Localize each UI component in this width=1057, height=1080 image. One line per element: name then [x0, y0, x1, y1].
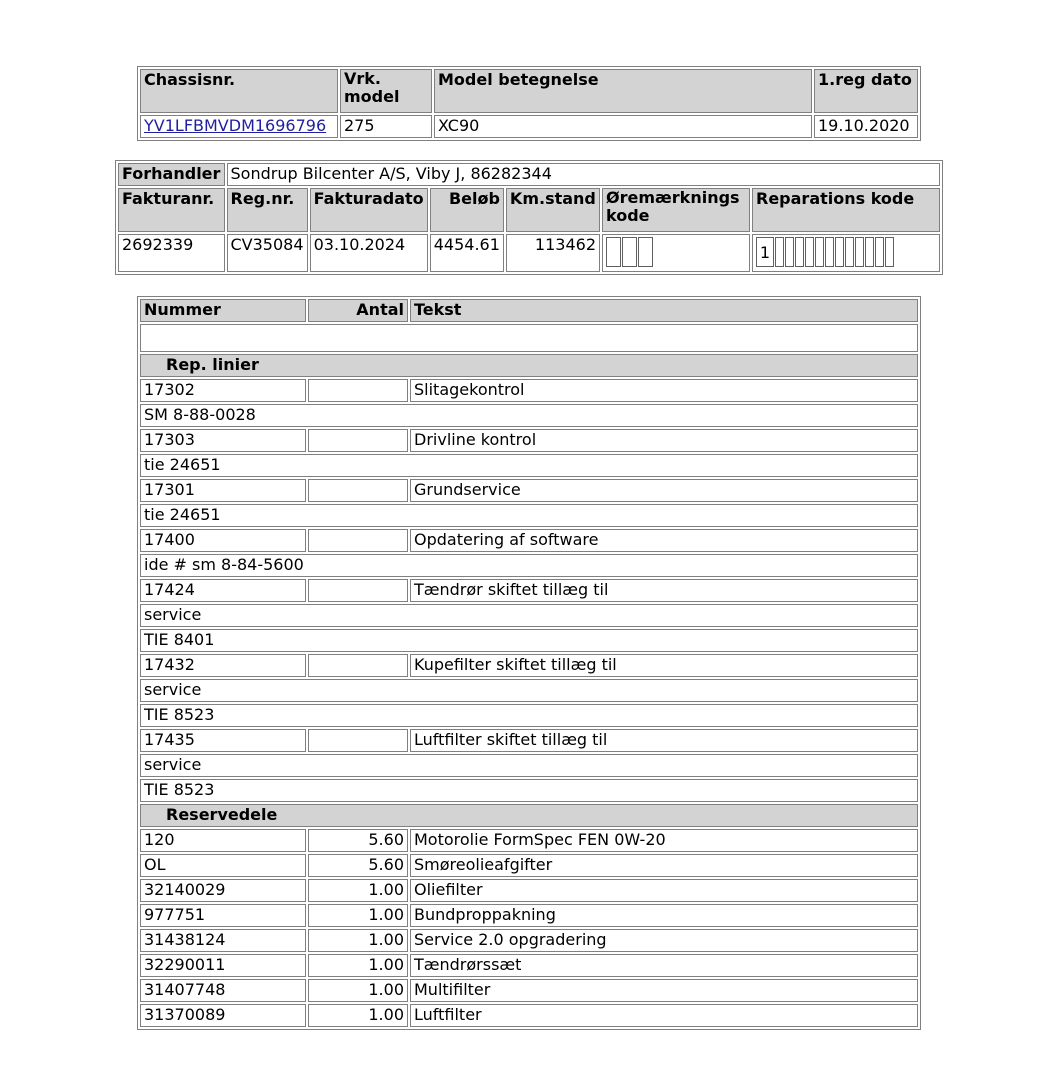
header-fakturanr: Fakturanr. — [118, 188, 225, 232]
note-cell: service — [140, 679, 918, 702]
tekst-cell: Luftfilter — [410, 1004, 918, 1027]
rep-section-row — [140, 354, 918, 377]
note-cell: TIE 8523 — [140, 704, 918, 727]
table-row — [140, 529, 918, 552]
antal-cell: 5.60 — [308, 854, 408, 877]
table-row — [140, 829, 918, 852]
dealer-value: Sondrup Bilcenter A/S, Viby J, 86282344 — [227, 163, 941, 186]
nummer-cell: 31370089 — [140, 1004, 306, 1027]
code-box — [875, 237, 884, 267]
note-row — [140, 554, 918, 577]
header-reg-dato: 1.reg dato — [814, 69, 918, 113]
table-row — [140, 654, 918, 677]
antal-cell — [308, 729, 408, 752]
table-row — [140, 379, 918, 402]
header-nummer: Nummer — [140, 299, 306, 322]
antal-cell — [308, 529, 408, 552]
header-oremaerknings-kode: Øremærknings kode — [602, 188, 750, 232]
note-row — [140, 779, 918, 802]
note-row — [140, 504, 918, 527]
tekst-cell: Multifilter — [410, 979, 918, 1002]
reparations-boxes — [756, 237, 894, 267]
chassis-cell — [140, 115, 338, 138]
tekst-cell: Motorolie FormSpec FEN 0W-20 — [410, 829, 918, 852]
table-row — [140, 979, 918, 1002]
antal-cell: 1.00 — [308, 954, 408, 977]
code-box — [855, 237, 864, 267]
header-reparations-kode: Reparations kode — [752, 188, 940, 232]
chassis-link[interactable]: YV1LFBMVDM1696796 — [144, 116, 327, 135]
reg-date-cell: 19.10.2020 — [814, 115, 918, 138]
antal-cell: 1.00 — [308, 879, 408, 902]
header-chassisnr: Chassisnr. — [140, 69, 338, 113]
note-cell: ide # sm 8-84-5600 — [140, 554, 918, 577]
tekst-cell: Tændrørssæt — [410, 954, 918, 977]
antal-cell: 1.00 — [308, 1004, 408, 1027]
code-box — [885, 237, 894, 267]
note-cell: tie 24651 — [140, 454, 918, 477]
code-box — [638, 237, 653, 267]
note-cell: service — [140, 604, 918, 627]
fakturadato-cell: 03.10.2024 — [310, 234, 428, 272]
note-row — [140, 454, 918, 477]
table-row — [140, 429, 918, 452]
antal-cell: 1.00 — [308, 929, 408, 952]
nummer-cell: 17303 — [140, 429, 306, 452]
rep-section-title: Rep. linier — [140, 354, 918, 377]
tekst-cell: Kupefilter skiftet tillæg til — [410, 654, 918, 677]
header-tekst: Tekst — [410, 299, 918, 322]
table-row — [140, 904, 918, 927]
nummer-cell: 31438124 — [140, 929, 306, 952]
code-box — [785, 237, 794, 267]
code-box — [865, 237, 874, 267]
oremaerknings-kode-cell — [602, 234, 750, 272]
nummer-cell: 17301 — [140, 479, 306, 502]
antal-cell: 1.00 — [308, 904, 408, 927]
vehicle-table — [137, 66, 921, 141]
tekst-cell: Drivline kontrol — [410, 429, 918, 452]
table-row — [140, 479, 918, 502]
note-row — [140, 704, 918, 727]
parts-section-row — [140, 804, 918, 827]
belob-cell: 4454.61 — [430, 234, 504, 272]
tekst-cell: Bundproppakning — [410, 904, 918, 927]
note-row — [140, 404, 918, 427]
tekst-cell: Service 2.0 opgradering — [410, 929, 918, 952]
parts-section-title: Reservedele — [140, 804, 918, 827]
vrk-model-cell: 275 — [340, 115, 432, 138]
note-row — [140, 679, 918, 702]
code-box — [775, 237, 784, 267]
antal-cell — [308, 654, 408, 677]
tekst-cell: Luftfilter skiftet tillæg til — [410, 729, 918, 752]
tekst-cell: Opdatering af software — [410, 529, 918, 552]
antal-cell — [308, 479, 408, 502]
table-row — [140, 1004, 918, 1027]
nummer-cell: 17424 — [140, 579, 306, 602]
header-model-betegnelse: Model betegnelse — [434, 69, 812, 113]
table-row — [140, 954, 918, 977]
nummer-cell: 17432 — [140, 654, 306, 677]
code-box — [845, 237, 854, 267]
nummer-cell: 31407748 — [140, 979, 306, 1002]
antal-cell — [308, 579, 408, 602]
invoice-table — [115, 160, 943, 275]
model-cell: XC90 — [434, 115, 812, 138]
code-box — [805, 237, 814, 267]
code-box — [825, 237, 834, 267]
regnr-cell: CV35084 — [227, 234, 308, 272]
tekst-cell: Grundservice — [410, 479, 918, 502]
header-belob: Beløb — [430, 188, 504, 232]
note-row — [140, 754, 918, 777]
table-row — [140, 579, 918, 602]
code-box — [795, 237, 804, 267]
tekst-cell: Smøreolieafgifter — [410, 854, 918, 877]
code-box — [606, 237, 621, 267]
note-cell: TIE 8401 — [140, 629, 918, 652]
note-cell: TIE 8523 — [140, 779, 918, 802]
kmstand-cell: 113462 — [506, 234, 600, 272]
nummer-cell: OL — [140, 854, 306, 877]
header-fakturadato: Fakturadato — [310, 188, 428, 232]
empty-row — [140, 324, 918, 352]
note-cell: tie 24651 — [140, 504, 918, 527]
dealer-label: Forhandler — [118, 163, 225, 186]
header-regnr: Reg.nr. — [227, 188, 308, 232]
header-antal: Antal — [308, 299, 408, 322]
table-row — [140, 929, 918, 952]
table-row — [140, 854, 918, 877]
note-row — [140, 629, 918, 652]
header-kmstand: Km.stand — [506, 188, 600, 232]
antal-cell — [308, 379, 408, 402]
antal-cell — [308, 429, 408, 452]
lines-body — [140, 299, 918, 1027]
table-row — [140, 729, 918, 752]
fakturanr-cell: 2692339 — [118, 234, 225, 272]
nummer-cell: 32140029 — [140, 879, 306, 902]
nummer-cell: 17435 — [140, 729, 306, 752]
antal-cell: 5.60 — [308, 829, 408, 852]
nummer-cell: 17302 — [140, 379, 306, 402]
lines-table — [137, 296, 921, 1030]
code-box: 1 — [756, 237, 774, 267]
tekst-cell: Oliefilter — [410, 879, 918, 902]
table-row — [140, 879, 918, 902]
nummer-cell: 120 — [140, 829, 306, 852]
nummer-cell: 17400 — [140, 529, 306, 552]
code-box — [835, 237, 844, 267]
note-cell: SM 8-88-0028 — [140, 404, 918, 427]
antal-cell: 1.00 — [308, 979, 408, 1002]
nummer-cell: 32290011 — [140, 954, 306, 977]
tekst-cell: Tændrør skiftet tillæg til — [410, 579, 918, 602]
note-cell: service — [140, 754, 918, 777]
code-box — [815, 237, 824, 267]
header-vrk-model: Vrk. model — [340, 69, 432, 113]
code-box — [622, 237, 637, 267]
reparations-kode-cell — [752, 234, 940, 272]
nummer-cell: 977751 — [140, 904, 306, 927]
tekst-cell: Slitagekontrol — [410, 379, 918, 402]
note-row — [140, 604, 918, 627]
oremaerknings-boxes — [606, 237, 653, 267]
